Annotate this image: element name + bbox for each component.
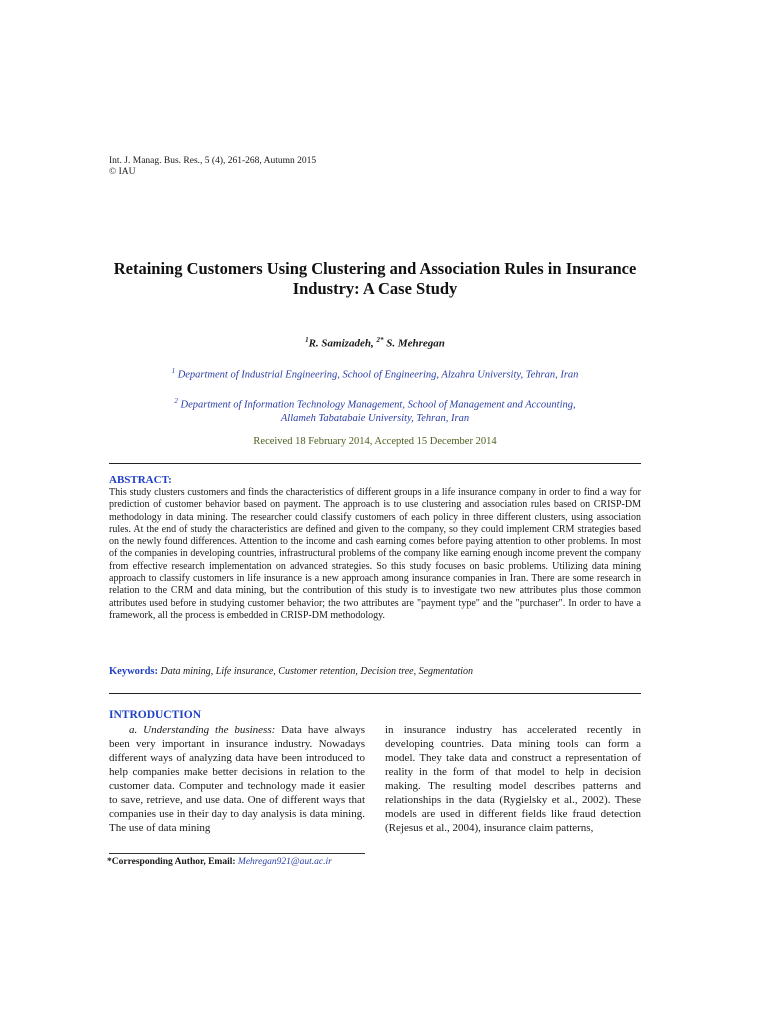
footnote-email: Mehregan921@aut.ac.ir <box>237 857 332 867</box>
introduction-left-column <box>109 723 365 855</box>
introduction-subheading: a. Understanding the business: <box>129 724 276 736</box>
affiliation-1-text: Department of Industrial Engineering, School of Engineering, Alzahra University, Tehran, Iran <box>177 369 579 381</box>
footnote-divider <box>109 853 365 854</box>
affiliation-2-line-1: Department of Information Technology Management, School of Management and Accounting, <box>180 399 576 411</box>
corresponding-author-footnote <box>107 857 332 867</box>
author-1-name: R. Samizadeh, <box>308 337 374 350</box>
received-accepted-dates: Received 18 February 2014, Accepted 15 December 2014 <box>253 436 497 447</box>
introduction-right-column <box>385 723 641 835</box>
affiliation-1 <box>0 365 750 382</box>
keywords <box>109 666 473 677</box>
affiliation-2 <box>0 395 750 425</box>
introduction-right-text: in insurance industry has accelerated recently in developing countries. Data mining tools can form a model. They take data and construct a representation of reality in the form of that model to help in decision making. The resulting model describes patterns and relationships in the data (Rygielsky et al., 2002). These models are used in different fields like fraud detection (Rejesus et al., 2004), insurance claim patterns, <box>385 724 641 834</box>
affiliation-1-superscript: 1 <box>171 367 176 375</box>
divider-bottom <box>109 693 641 694</box>
paper-title: Retaining Customers Using Clustering and Association Rules in Insurance Industry: A Case Study <box>113 259 637 298</box>
keywords-label: Keywords: <box>109 666 158 677</box>
affiliation-2-superscript: 2 <box>174 397 178 405</box>
author-2-name: S. Mehregan <box>386 337 445 350</box>
footnote-label: *Corresponding Author, Email: <box>107 857 236 867</box>
keywords-values: Data mining, Life insurance, Customer retention, Decision tree, Segmentation <box>160 666 474 677</box>
abstract-text: This study clusters customers and finds the characteristics of different groups in a life insurance company in order to find a way for prediction of customer behavior based on payment. The approach is to use clustering and association rules based on CRISP-DM methodology in data mining. The researcher could classify customers of each policy in three different clusters, using association rules. At the end of study the characteristics are defined and given to the company, so they could implement CRM strategies based on the newly found differences. Attention to the income and cash earning comes before paying attention to other problems. In most of the companies in developing countries, infrastructural problems of the company like earning enough income prevent the company from effective research implementation on advanced strategies. So this study focuses on basic problems. Utilizing data mining approach to classify customers in life insurance is a new approach among insurance companies in Iran. There are some research in relation to the CRM and data mining, but the contribution of this study is to investigate two new attributes plus those common attributes used before in studying customer behavior; the two attributes are "payment type" and the "purchaser". In order to have a framework, all the process is embedded in CRISP-DM methodology. <box>109 487 641 621</box>
author-1-superscript: 1 <box>305 336 309 344</box>
journal-reference <box>109 156 316 178</box>
author-line <box>0 336 750 350</box>
journal-citation: Int. J. Manag. Bus. Res., 5 (4), 261-268, Autumn 2015 <box>109 156 317 166</box>
abstract-heading: ABSTRACT: <box>109 474 172 486</box>
affiliation-2-line-2: Allameh Tabatabaie University, Tehran, Iran <box>280 412 470 424</box>
introduction-heading: INTRODUCTION <box>109 709 202 721</box>
author-2-superscript: 2* <box>376 336 384 344</box>
journal-copyright: © IAU <box>109 167 136 177</box>
divider-top <box>109 463 641 464</box>
introduction-left-text: Data have always been very important in insurance industry. Nowadays different ways of analyzing data have been introduced to help companies make better decisions in relation to the customer data. Computer and technology made it easier to save, retrieve, and use data. One of different ways that companies use in their day to day analysis is data mining. The use of data mining <box>109 724 365 834</box>
